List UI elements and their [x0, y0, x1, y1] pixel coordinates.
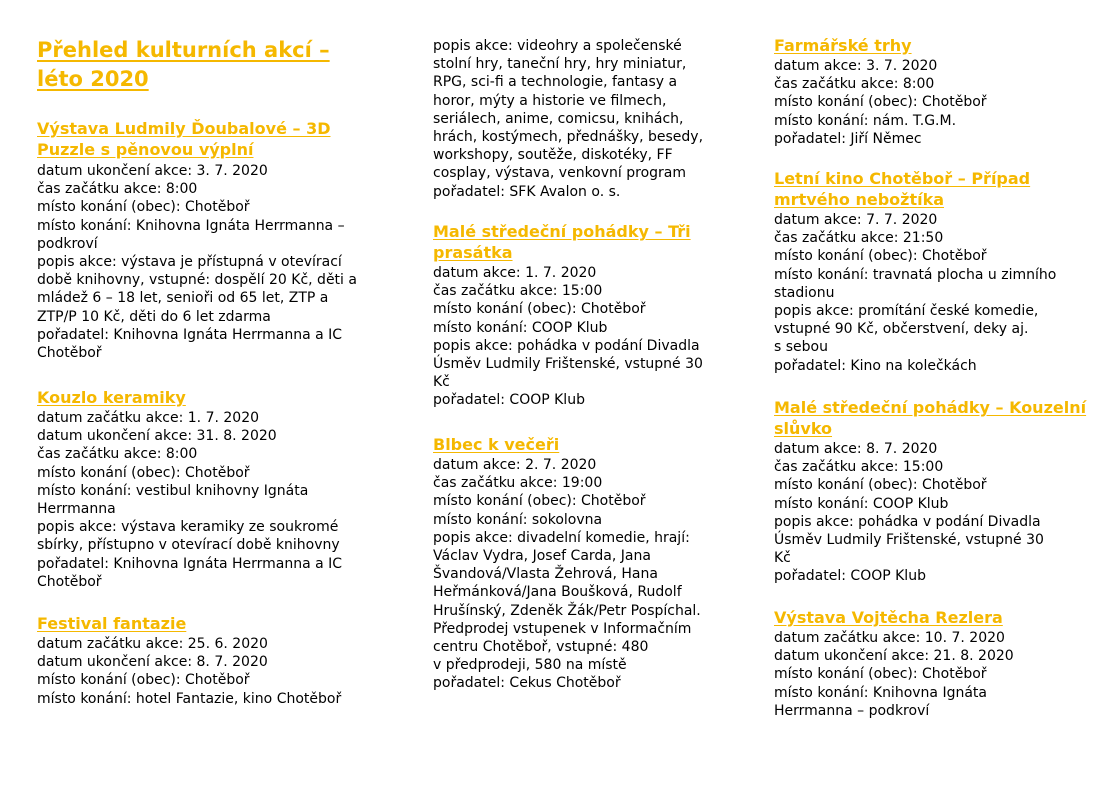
event-details: datum začátku akce: 1. 7. 2020 datum ukončení akce: 31. 8. 2020 čas začátku akce: 8:00 místo konání (obec): Chotěboř místo konání: vestibul knihovny Ignáta Herrmanna popis akce: výstava keramiky ze soukromé sbírky, přístupno v otevírací době knihovny pořadatel: Knihovna Ignáta Herrmanna a IC Chotěboř	[37, 410, 343, 590]
event-title: Kouzlo keramiky	[37, 388, 186, 407]
event-title: Malé středeční pohádky – Kouzelní slůvko	[774, 398, 1087, 438]
event-title: Blbec k večeři	[433, 435, 560, 454]
event-title: Výstava Ludmily Ďoubalové – 3D Puzzle s pěnovou výplní	[37, 119, 331, 159]
event-details: datum akce: 3. 7. 2020 čas začátku akce: 8:00 místo konání (obec): Chotěboř místo konání: nám. T.G.M. pořadatel: Jiří Němec	[774, 58, 987, 147]
event-title: Malé středeční pohádky – Tři prasátka	[433, 222, 691, 262]
event-details: datum akce: 7. 7. 2020 čas začátku akce: 21:50 místo konání (obec): Chotěboř místo konání: travnatá plocha u zimního stadionu popis akce: promítání české komedie, vstupné 90 Kč, občerstvení, deky aj. s sebou pořadatel: Kino na kolečkách	[774, 212, 1057, 374]
event-details: datum akce: 2. 7. 2020 čas začátku akce: 19:00 místo konání (obec): Chotěboř místo konání: sokolovna popis akce: divadelní komedie, hrají: Václav Vydra, Josef Carda, Jana Švandová/Vlasta Žehrová, Hana Heřmánková/Jana Boušková, Rudolf Hrušínský, Zdeněk Žák/Petr Pospíchal. Předprodej vstupenek v Informačním centru Chotěboř, vstupné: 480 v předprodeji, 580 na místě pořadatel: Cekus Chotěboř	[433, 457, 701, 692]
event-title: Festival fantazie	[37, 614, 187, 633]
event-title: Výstava Vojtěcha Rezlera	[774, 608, 1003, 627]
event-details: datum ukončení akce: 3. 7. 2020 čas začátku akce: 8:00 místo konání (obec): Chotěboř místo konání: Knihovna Ignáta Herrmanna – podkroví popis akce: výstava je přístupná v otevírací době knihovny, vstupné: dospělí 20 Kč, děti a mládež 6 – 18 let, senioři od 65 let, ZTP a ZTP/P 10 Kč, děti do 6 let zdarma pořadatel: Knihovna Ignáta Herrmanna a IC Chotěboř	[37, 163, 357, 362]
event-details: datum akce: 8. 7. 2020 čas začátku akce: 15:00 místo konání (obec): Chotěboř místo konání: COOP Klub popis akce: pohádka v podání Divadla Úsměv Ludmily Frištenské, vstupné 30 Kč pořadatel: COOP Klub	[774, 441, 1044, 585]
event-details-continued: popis akce: videohry a společenské stolní hry, taneční hry, hry miniatur, RPG, sci-fi a technologie, fantasy a horor, mýty a historie ve filmech, seriálech, anime, comicsu, knihách, hrách, kostýmech, přednášky, besedy, workshopy, soutěže, diskotéky, FF cosplay, výstava, venkovní program pořadatel: SFK Avalon o. s.	[433, 38, 704, 200]
event-title: Farmářské trhy	[774, 36, 912, 55]
event-details: datum začátku akce: 10. 7. 2020 datum ukončení akce: 21. 8. 2020 místo konání (obec): Chotěboř místo konání: Knihovna Ignáta Herrmanna – podkroví	[774, 630, 1014, 719]
event-details: datum akce: 1. 7. 2020 čas začátku akce: 15:00 místo konání (obec): Chotěboř místo konání: COOP Klub popis akce: pohádka v podání Divadla Úsměv Ludmily Frištenské, vstupné 30 Kč pořadatel: COOP Klub	[433, 265, 703, 409]
event-title: Letní kino Chotěboř – Případ mrtvého nebožtíka	[774, 169, 1031, 209]
event-details: datum začátku akce: 25. 6. 2020 datum ukončení akce: 8. 7. 2020 místo konání (obec): Chotěboř místo konání: hotel Fantazie, kino Chotěboř	[37, 636, 342, 707]
page-title: Přehled kulturních akcí – léto 2020	[37, 38, 330, 91]
